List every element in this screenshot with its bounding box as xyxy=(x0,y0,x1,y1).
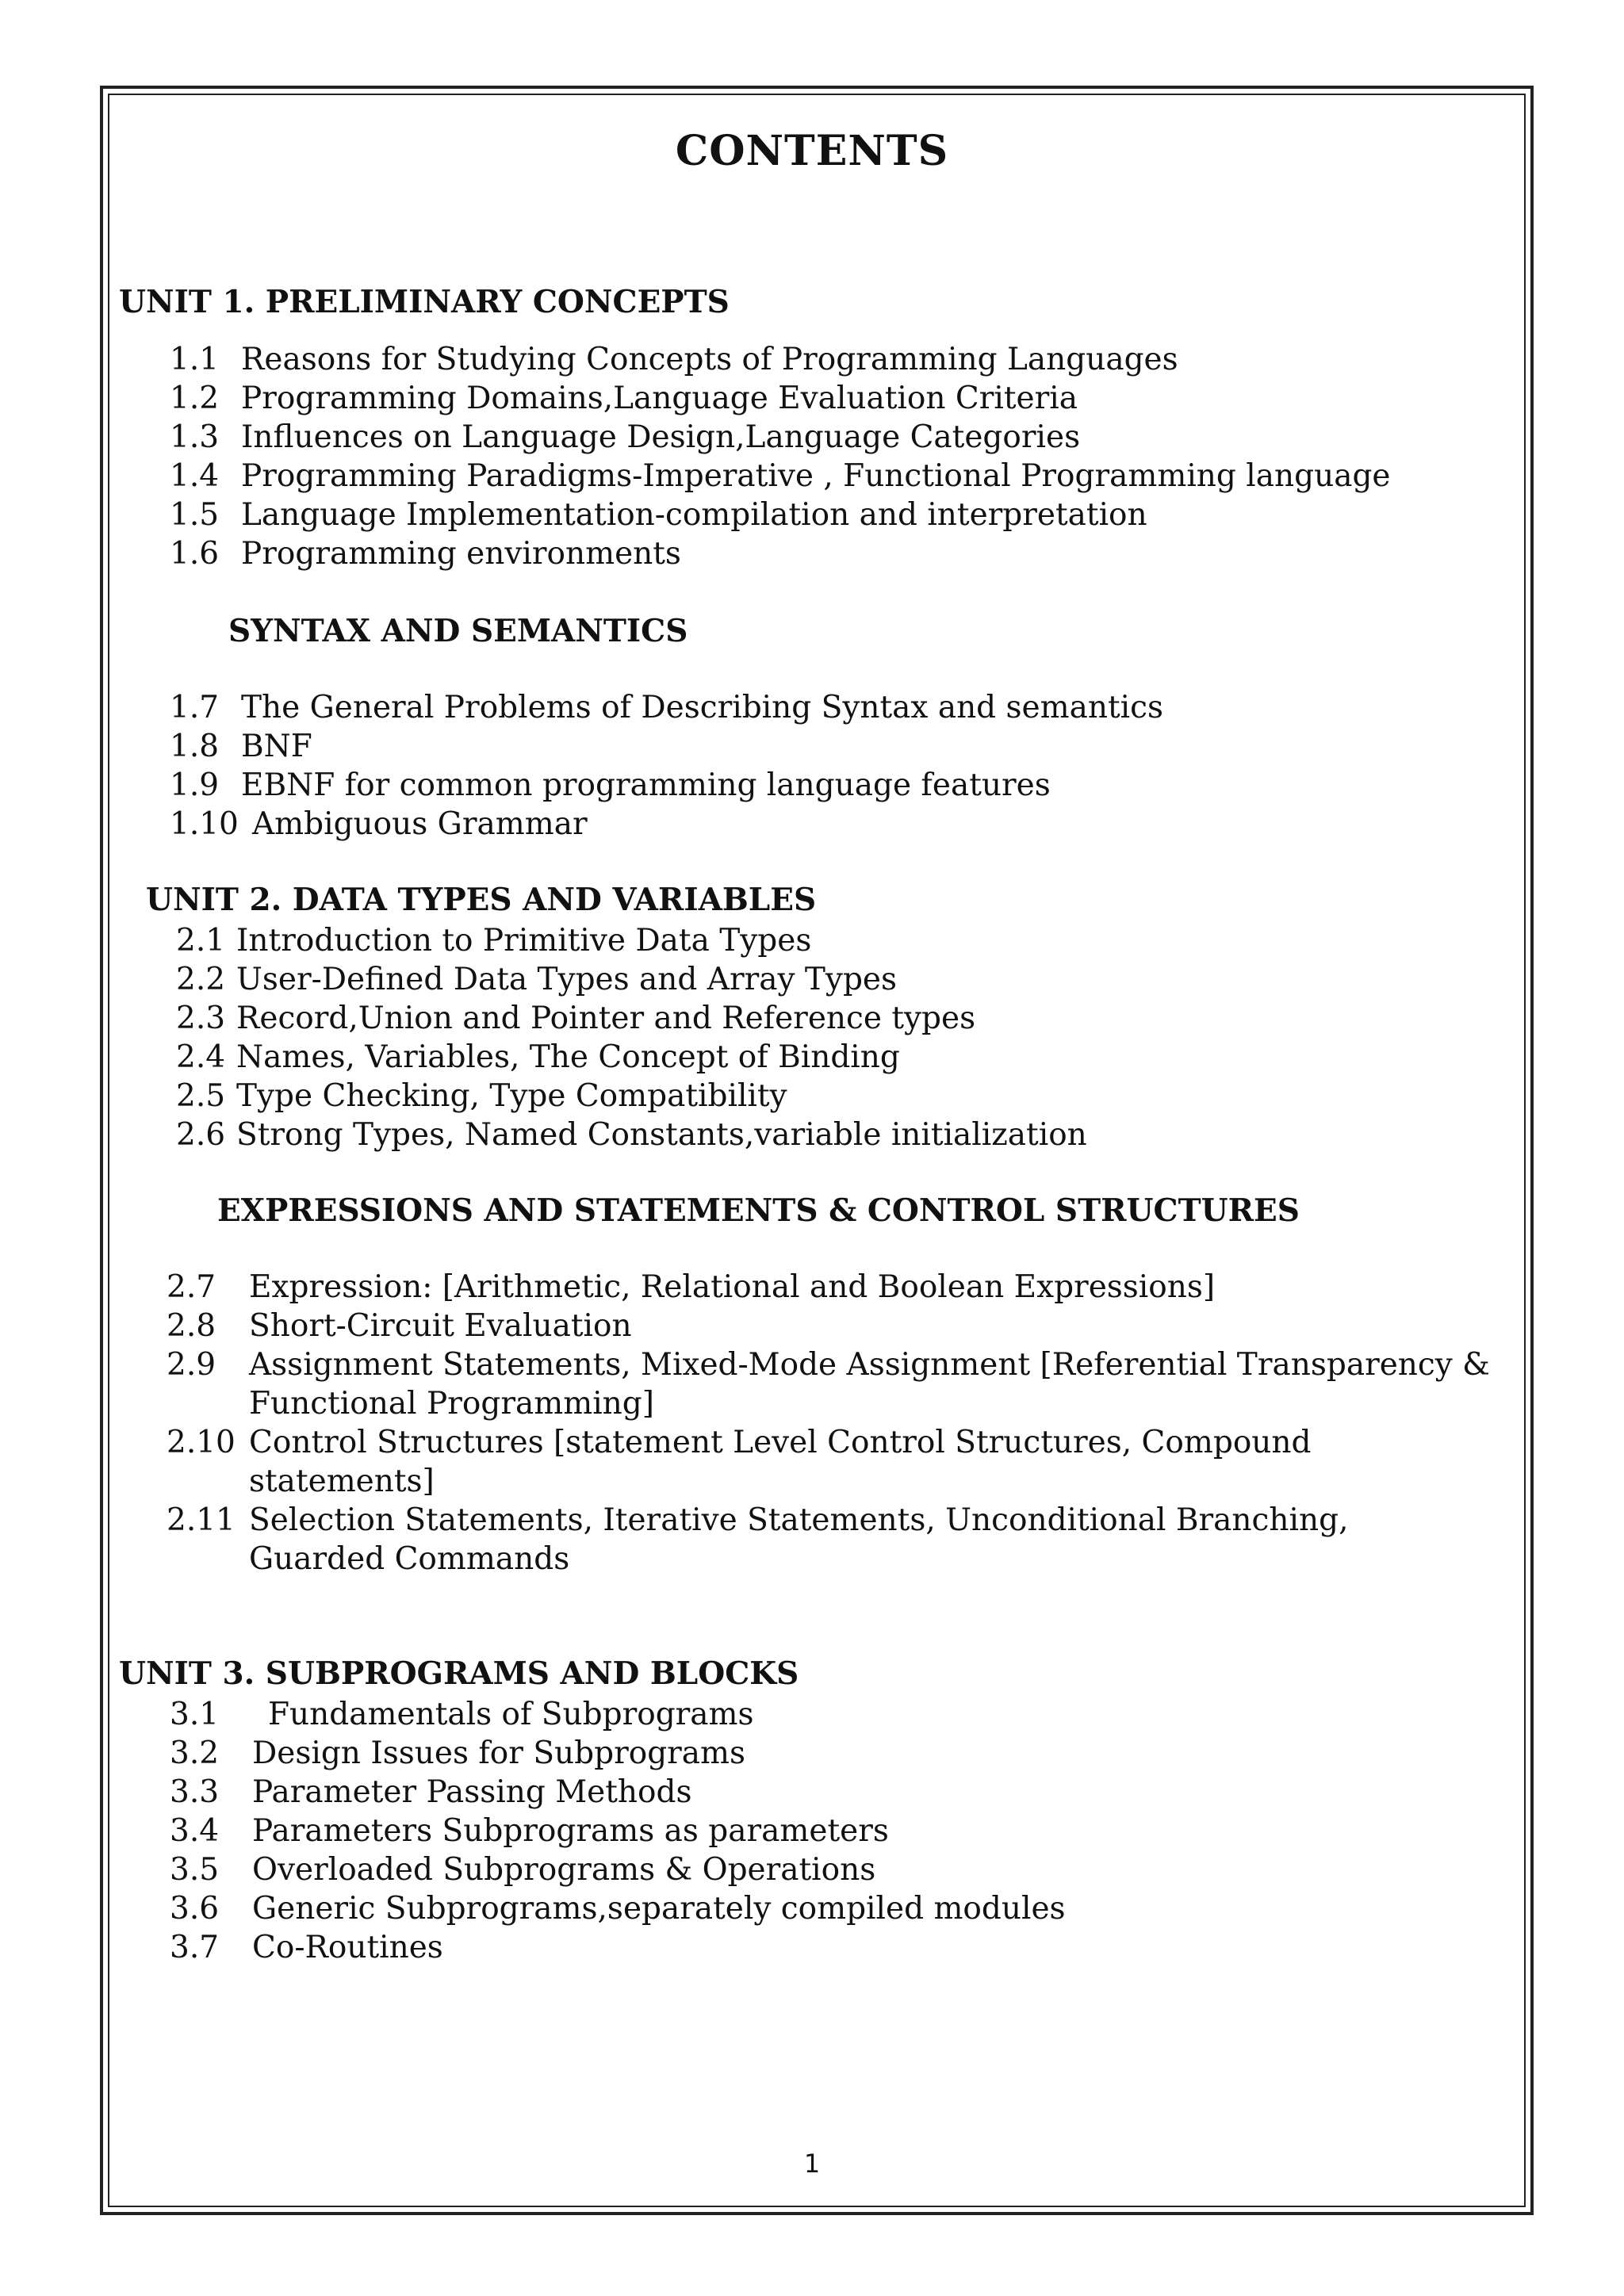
item-number: 2.3 xyxy=(176,1001,226,1036)
item-text: Programming Paradigms-Imperative , Functional Programming language xyxy=(241,458,1391,494)
page-number: 1 xyxy=(803,2149,821,2179)
item-text: User-Defined Data Types and Array Types xyxy=(236,962,898,997)
item-text: Influences on Language Design,Language Categories xyxy=(241,419,1081,455)
unit-3-heading: UNIT 3. SUBPROGRAMS AND BLOCKS xyxy=(119,1655,799,1692)
item-text: Assignment Statements, Mixed-Mode Assignment [Referential Transparency & xyxy=(249,1347,1490,1383)
page-title: CONTENTS xyxy=(675,127,949,175)
item-number: 2.10 xyxy=(167,1425,236,1460)
item-text: Language Implementation-compilation and interpretation xyxy=(241,497,1147,533)
item-text: Fundamentals of Subprograms xyxy=(268,1697,754,1732)
item-text: Programming Domains,Language Evaluation Criteria xyxy=(241,381,1078,416)
item-text: Reasons for Studying Concepts of Programming Languages xyxy=(241,342,1178,377)
unit-2-heading: UNIT 2. DATA TYPES AND VARIABLES xyxy=(146,882,817,918)
item-text: Record,Union and Pointer and Reference types xyxy=(236,1001,976,1036)
item-number: 1.1 xyxy=(170,342,220,377)
item-text: Names, Variables, The Concept of Binding xyxy=(236,1039,900,1075)
item-text: Type Checking, Type Compatibility xyxy=(236,1078,787,1114)
item-text: The General Problems of Describing Syntax and semantics xyxy=(241,690,1163,725)
item-text: BNF xyxy=(241,729,312,764)
item-number: 1.9 xyxy=(170,767,220,803)
item-number: 1.2 xyxy=(170,381,220,416)
unit-2-subheading: EXPRESSIONS AND STATEMENTS & CONTROL STRUCTURES xyxy=(217,1192,1300,1229)
item-number: 2.7 xyxy=(167,1269,216,1305)
item-number: 1.8 xyxy=(170,729,220,764)
item-text: Control Structures [statement Level Control Structures, Compound xyxy=(249,1425,1312,1460)
item-number: 2.1 xyxy=(176,923,226,959)
unit-1-subheading: SYNTAX AND SEMANTICS xyxy=(228,613,688,649)
item-number: 1.10 xyxy=(170,806,239,842)
item-text-continued: Functional Programming] xyxy=(249,1386,654,1422)
item-number: 1.7 xyxy=(170,690,220,725)
item-number: 1.4 xyxy=(170,458,220,494)
item-text: Ambiguous Grammar xyxy=(252,806,588,842)
item-text: Generic Subprograms,separately compiled modules xyxy=(252,1891,1066,1927)
item-text: Introduction to Primitive Data Types xyxy=(236,923,812,959)
item-text: Strong Types, Named Constants,variable initialization xyxy=(236,1117,1087,1153)
item-text: Programming environments xyxy=(241,536,681,572)
item-text: Design Issues for Subprograms xyxy=(252,1735,746,1771)
item-number: 2.4 xyxy=(176,1039,226,1075)
item-text: Short-Circuit Evaluation xyxy=(249,1308,632,1344)
item-number: 2.2 xyxy=(176,962,226,997)
item-number: 1.6 xyxy=(170,536,220,572)
item-text: Parameter Passing Methods xyxy=(252,1774,692,1810)
item-number: 3.2 xyxy=(170,1735,220,1771)
item-number: 2.5 xyxy=(176,1078,226,1114)
item-number: 2.8 xyxy=(167,1308,216,1344)
item-text-continued: statements] xyxy=(249,1464,435,1499)
item-text: Parameters Subprograms as parameters xyxy=(252,1813,889,1849)
item-number: 3.7 xyxy=(170,1930,220,1965)
item-text-continued: Guarded Commands xyxy=(249,1541,570,1577)
item-number: 2.6 xyxy=(176,1117,226,1153)
item-number: 3.6 xyxy=(170,1891,220,1927)
item-text: Co-Routines xyxy=(252,1930,443,1965)
item-number: 2.11 xyxy=(167,1502,236,1538)
item-number: 3.3 xyxy=(170,1774,220,1810)
item-number: 3.5 xyxy=(170,1852,220,1888)
item-text: Selection Statements, Iterative Statements, Unconditional Branching, xyxy=(249,1502,1349,1538)
item-number: 3.4 xyxy=(170,1813,220,1849)
item-text: Expression: [Arithmetic, Relational and Boolean Expressions] xyxy=(249,1269,1216,1305)
item-number: 2.9 xyxy=(167,1347,216,1383)
item-number: 3.1 xyxy=(170,1697,220,1732)
item-number: 1.5 xyxy=(170,497,220,533)
item-number: 1.3 xyxy=(170,419,220,455)
item-text: Overloaded Subprograms & Operations xyxy=(252,1852,876,1888)
item-text: EBNF for common programming language features xyxy=(241,767,1051,803)
unit-1-heading: UNIT 1. PRELIMINARY CONCEPTS xyxy=(119,284,730,320)
